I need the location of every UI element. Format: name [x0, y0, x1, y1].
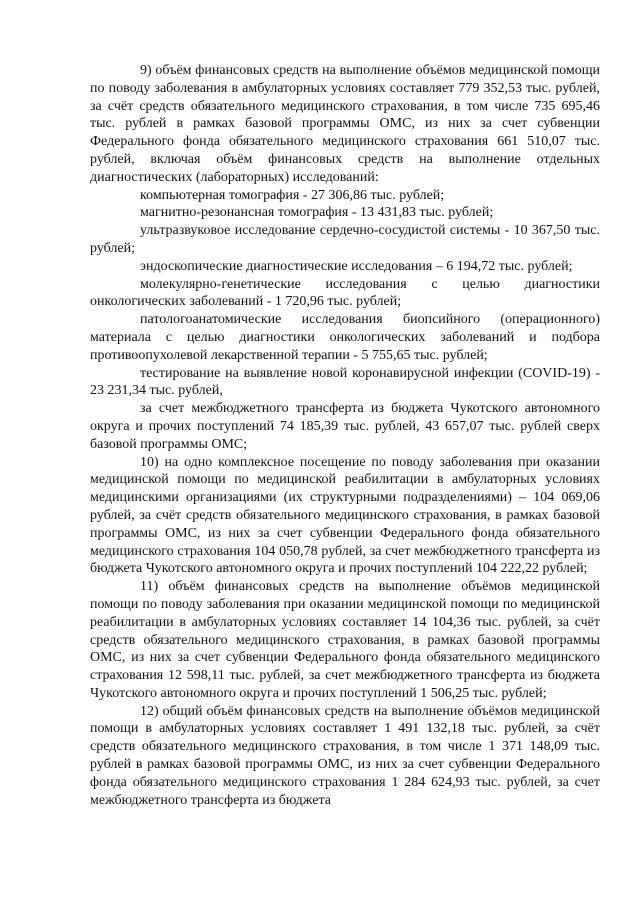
list-item-ultrasound: ультразвуковое исследование сердечно-сосудистой системы - 10 367,50 тыс. рублей; [90, 223, 600, 256]
list-item-pathology: патологоанатомические исследования биопсийного (операционного) материала с целью диагностики онкологических заболеваний и подбора противоопухолевой лекарственной терапии - 5 755,65 тыс. рублей; [90, 312, 600, 363]
paragraph-item-12: 12) общий объём финансовых средств на выполнение объёмов медицинской помощи в амбулаторных условиях составляет 1 491 132,18 тыс. рублей, за счёт средств обязательного медицинского страхования, в том числе 1 371 148,09 тыс. рублей в рамках базовой программы ОМС, из них за счет субвенции Федерального фонда обязательного медицинского страхования 1 284 624,93 тыс. рублей, за счет межбюджетного трансферта из бюджета [90, 703, 600, 808]
document-page [90, 62, 600, 809]
paragraph-interbudget-transfer: за счет межбюджетного трансферта из бюджета Чукотского автономного округа и прочих поступлений 74 185,39 тыс. рублей, 43 657,07 тыс. рублей сверх базовой программы ОМС; [90, 401, 600, 452]
list-item-molecular-genetic: молекулярно-генетические исследования с целью диагностики онкологических заболеваний - 1 720,96 тыс. рублей; [90, 276, 600, 310]
list-item-ct: компьютерная томография - 27 306,86 тыс. рублей; [140, 187, 445, 203]
paragraph-item-11: 11) объём финансовых средств на выполнение объёмов медицинской помощи по поводу заболевания при оказании медицинской помощи по медицинской реабилитации в амбулаторных условиях составляет 14 104,36 тыс. рублей, за счёт средств обязательного медицинского страхования, в рамках базовой программы ОМС, из них за счет субвенции Федерального фонда обязательного медицинского страхования 12 598,11 тыс. рублей, за счет межбюджетного трансферта из бюджета Чукотского автономного округа и прочих поступлений 1 506,25 тыс. рублей; [90, 579, 600, 701]
list-item-mri: магнитно-резонансная томография - 13 431,83 тыс. рублей; [140, 205, 494, 221]
list-item-endoscopy: эндоскопические диагностические исследования – 6 194,72 тыс. рублей; [140, 258, 573, 274]
paragraph-item-9: 9) объём финансовых средств на выполнение объёмов медицинской помощи по поводу заболевания в амбулаторных условиях составляет 779 352,53 тыс. рублей, за счёт средств обязательного медицинского страхования, в том числе 735 695,46 тыс. рублей в рамках базовой программы ОМС, из них за счет субвенции Федерального фонда обязательного медицинского страхования 661 510,07 тыс. рублей, включая объём финансовых средств на выполнение отдельных диагностических (лабораторных) исследований: [90, 63, 600, 185]
list-item-covid-testing: тестирование на выявление новой коронавирусной инфекции (COVID-19) - 23 231,34 тыс. рублей, [90, 365, 600, 399]
paragraph-item-10: 10) на одно комплексное посещение по поводу заболевания при оказании медицинской помощи по медицинской реабилитации в амбулаторных условиях медицинскими организациями (их структурными подразделениями) – 104 069,06 рублей, за счёт средств обязательного медицинского страхования, в рамках базовой программы ОМС, из них за счет субвенции Федерального фонда обязательного медицинского страхования 104 050,78 рублей, за счет межбюджетного трансферта из бюджета Чукотского автономного округа и прочих поступлений 104 222,22 рублей; [90, 454, 600, 577]
